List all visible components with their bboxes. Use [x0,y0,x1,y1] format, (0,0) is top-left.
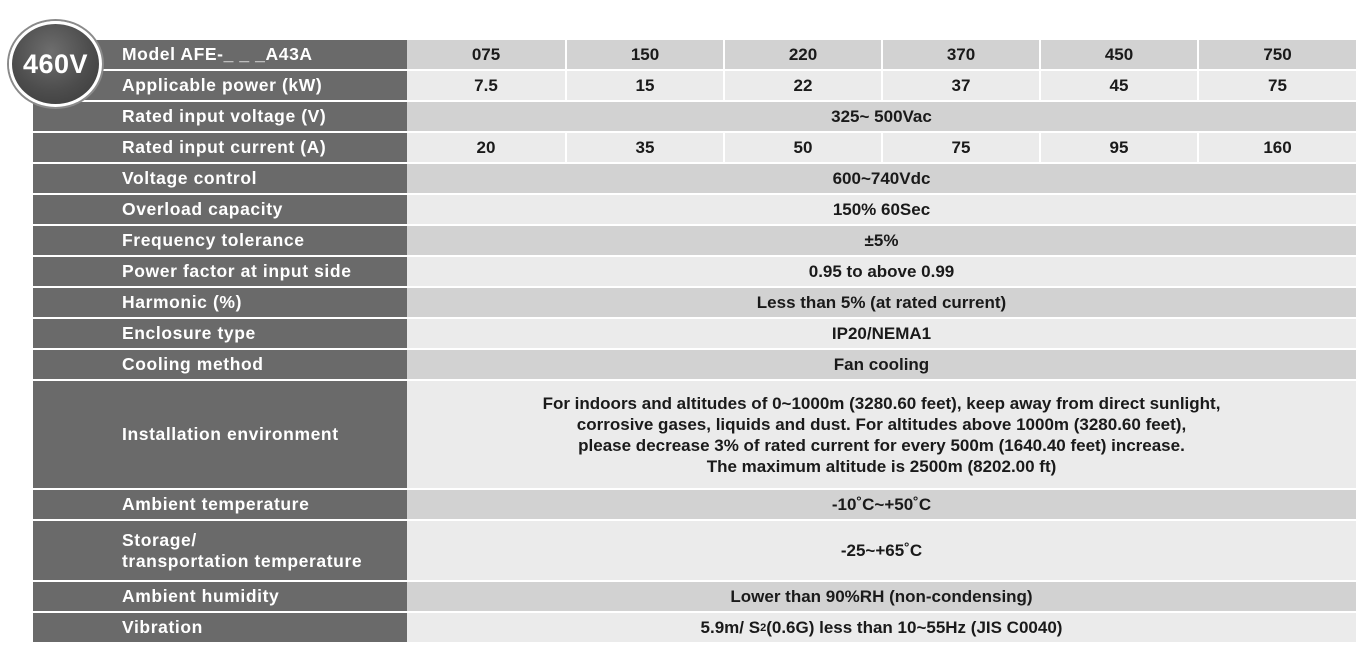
power-cell: 7.5 [407,71,565,100]
spec-table [33,40,1356,642]
current-cell: 75 [881,133,1039,162]
current-cell: 50 [723,133,881,162]
voltage-badge [9,21,102,107]
installation-line: please decrease 3% of rated current for every 500m (1640.40 feet) increase. [578,435,1185,455]
storage-label-line2: transportation temperature [122,550,363,571]
power-cell: 45 [1039,71,1197,100]
row-label-rated-input-voltage: Rated input voltage (V) [33,102,407,131]
power-cell: 75 [1197,71,1356,100]
model-cell: 750 [1197,40,1356,69]
installation-line: corrosive gases, liquids and dust. For altitudes above 1000m (3280.60 feet), [576,414,1187,434]
model-cell: 450 [1039,40,1197,69]
power-factor-value: 0.95 to above 0.99 [407,257,1356,286]
row-label-storage-temperature [33,521,407,580]
row-label-power-factor: Power factor at input side [33,257,407,286]
model-cell: 075 [407,40,565,69]
harmonic-value: Less than 5% (at rated current) [407,288,1356,317]
power-cell: 22 [723,71,881,100]
row-label-harmonic: Harmonic (%) [33,288,407,317]
row-label-ambient-humidity: Ambient humidity [33,582,407,611]
model-cell: 220 [723,40,881,69]
storage-label-line1: Storage/ [122,529,197,550]
row-label-rated-input-current: Rated input current (A) [33,133,407,162]
power-cell: 15 [565,71,723,100]
row-label-cooling-method: Cooling method [33,350,407,379]
installation-line: The maximum altitude is 2500m (8202.00 ft) [706,456,1057,476]
row-label-vibration: Vibration [33,613,407,642]
ambient-humidity-value: Lower than 90%RH (non-condensing) [407,582,1356,611]
model-cell: 150 [565,40,723,69]
row-label-installation-environment: Installation environment [33,381,407,488]
overload-capacity-value: 150% 60Sec [407,195,1356,224]
installation-line: For indoors and altitudes of 0~1000m (3280.60 feet), keep away from direct sunlight, [542,393,1221,413]
vibration-value-pre: 5.9m/ S [700,617,761,637]
model-cell: 370 [881,40,1039,69]
row-label-overload-capacity: Overload capacity [33,195,407,224]
voltage-control-value: 600~740Vdc [407,164,1356,193]
current-cell: 95 [1039,133,1197,162]
storage-temperature-value: -25~+65˚C [407,521,1356,580]
row-label-model: Model AFE-_ _ _A43A [33,40,407,69]
power-cell: 37 [881,71,1039,100]
rated-input-voltage-value: 325~ 500Vac [407,102,1356,131]
row-label-enclosure-type: Enclosure type [33,319,407,348]
current-cell: 20 [407,133,565,162]
cooling-method-value: Fan cooling [407,350,1356,379]
vibration-value: 5.9m/ S 2 (0.6G) less than 10~55Hz (JIS C0040) [407,613,1356,642]
row-label-voltage-control: Voltage control [33,164,407,193]
row-label-applicable-power: Applicable power (kW) [33,71,407,100]
ambient-temperature-value: -10˚C~+50˚C [407,490,1356,519]
frequency-tolerance-value: ±5% [407,226,1356,255]
enclosure-type-value: IP20/NEMA1 [407,319,1356,348]
installation-environment-value [407,381,1356,488]
row-label-frequency-tolerance: Frequency tolerance [33,226,407,255]
vibration-value-post: (0.6G) less than 10~55Hz (JIS C0040) [766,617,1063,637]
current-cell: 35 [565,133,723,162]
voltage-badge-text: 460V [22,48,89,79]
row-label-ambient-temperature: Ambient temperature [33,490,407,519]
current-cell: 160 [1197,133,1356,162]
